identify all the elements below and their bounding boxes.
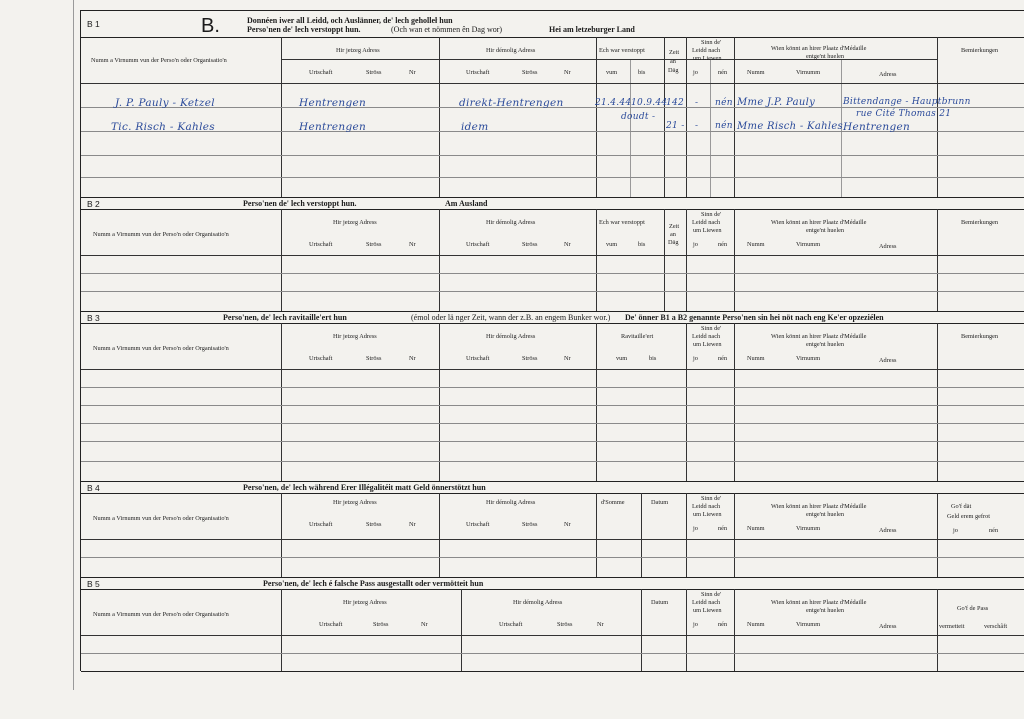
- header-jo-geld: jo: [953, 527, 958, 534]
- row2-recipient-address: Hentrengen: [843, 121, 911, 133]
- row1-to: 10.9.44: [631, 98, 668, 108]
- row2-recipient: Mme Risch - Kahles: [737, 121, 843, 132]
- section-title: Perso'nen, de' lech während Erer Illégalitéit matt Geld önnerstötzt hun: [243, 483, 486, 492]
- header-stross-former: Ströss: [522, 69, 538, 76]
- section-id: B 3: [87, 313, 100, 323]
- header-an: an: [670, 58, 676, 65]
- header-nr: Nr: [409, 355, 416, 362]
- header-liewen: um Liewen: [693, 341, 722, 348]
- header-name: Numm a Virnumm vun der Perso'n oder Organisatio'n: [93, 611, 229, 618]
- header-jo: jo: [693, 621, 698, 628]
- title-line-1: Donnéen iwer all Leidd, och Auslänner, de' lech geholleł hun: [247, 16, 453, 25]
- page-fold-edge: [73, 0, 74, 690]
- header-vum: vum: [606, 241, 618, 248]
- header-datum: Datum: [651, 599, 669, 606]
- header-nr: Nr: [421, 621, 428, 628]
- header-former-address: Hir démolig Adress: [486, 219, 536, 226]
- header-remarks: Bemierkungen: [961, 47, 999, 54]
- header-vum: vum: [606, 69, 618, 76]
- header-bis: bis: [649, 355, 657, 362]
- header-virnumm: Virnumm: [796, 525, 821, 532]
- row1-name: J. P. Pauly - Ketzel: [115, 97, 215, 109]
- header-urtschaft-former: Urtschaft: [466, 241, 490, 248]
- header-nen: nén: [718, 355, 728, 362]
- header-former-address: Hir démolig Adress: [513, 599, 563, 606]
- row1-note: doudt -: [621, 112, 656, 122]
- header-stross: Ströss: [366, 521, 382, 528]
- header-deg: Däg: [668, 239, 679, 246]
- header-nr-former: Nr: [564, 241, 571, 248]
- header-leidd: Leidd nach: [692, 503, 721, 510]
- header-urtschaft-former: Urtschaft: [466, 355, 490, 362]
- header-medal: Wien könnt an hirer Plaatz d'Médaille: [771, 219, 867, 226]
- header-medal-2: entge'nt huelen: [806, 511, 845, 518]
- header-geld-2: Geld erem gefrot: [947, 513, 991, 520]
- header-medal-2: entge'nt huelen: [806, 607, 845, 614]
- header-name: Numm a Virnumm vun der Perso'n oder Organisatio'n: [91, 57, 227, 64]
- form-sheet: [80, 10, 1024, 671]
- header-sinn: Sinn de': [701, 325, 722, 332]
- title-note: (Och wan et nömmen ên Dag wor): [391, 25, 503, 34]
- section-id: B 1: [87, 19, 100, 29]
- header-liewen: um Liewen: [693, 607, 722, 614]
- row2-yes: -: [695, 121, 699, 131]
- header-ravitailleert: Ravitaille'ert: [621, 333, 654, 340]
- section-b5: [81, 577, 1024, 672]
- header-nen-geld: nén: [989, 527, 999, 534]
- header-virnumm: Virnumm: [796, 241, 821, 248]
- header-nen: nén: [718, 241, 728, 248]
- header-sinn: Sinn de': [701, 495, 722, 502]
- header-medal-2: entge'nt huelen: [806, 227, 845, 234]
- header-nr-former: Nr: [564, 69, 571, 76]
- header-sinn: Sinn de': [701, 39, 722, 46]
- header-hidden: Ech war verstoppt: [599, 219, 645, 226]
- header-adress: Adress: [879, 71, 897, 78]
- header-nr: Nr: [409, 241, 416, 248]
- header-numm: Numm: [747, 69, 765, 76]
- header-liewen: um Liewen: [693, 55, 722, 62]
- section-b4-title-bar: [81, 481, 1024, 494]
- header-hidden: Ech war verstoppt: [599, 47, 645, 54]
- header-nr: Nr: [409, 521, 416, 528]
- header-datum: Datum: [651, 499, 669, 506]
- section-title-right: De' önner B1 a B2 genannte Perso'nen sin hei nöt nach eng Ke'er opzeziélen: [625, 313, 884, 322]
- header-an: an: [670, 231, 676, 238]
- header-name: Numm a Virnumm vun der Perso'n oder Organisatio'n: [93, 345, 229, 352]
- header-liewen: um Liewen: [693, 511, 722, 518]
- header-name: Numm a Virnumm vun der Perso'n oder Organisatio'n: [93, 515, 229, 522]
- header-zeit: Zeit: [669, 223, 680, 230]
- header-virnumm: Virnumm: [796, 355, 821, 362]
- row2-name: Tic. Risch - Kahles: [111, 121, 215, 133]
- row2-days: 21 -: [666, 121, 685, 131]
- section-title: Perso'nen de' lech verstoppt hun.: [243, 199, 357, 208]
- header-leidd: Leidd nach: [692, 47, 721, 54]
- header-medal-2: entge'nt huelen: [806, 341, 845, 348]
- header-bis: bis: [638, 241, 646, 248]
- section-b5-title-bar: [81, 577, 1024, 590]
- header-nr-former: Nr: [564, 521, 571, 528]
- row1-yes: -: [695, 98, 699, 108]
- row2-no: nén: [715, 121, 733, 131]
- section-b1: [81, 11, 1024, 198]
- header-urtschaft-former: Urtschaft: [499, 621, 523, 628]
- header-stross: Ströss: [366, 355, 382, 362]
- section-id: B 4: [87, 483, 100, 493]
- header-nen: nén: [718, 525, 728, 532]
- section-b3-title-bar: [81, 311, 1024, 324]
- section-id: B 5: [87, 579, 100, 589]
- row1-recipient-address-2: rue Cité Thomas 21: [856, 109, 952, 119]
- header-sinn: Sinn de': [701, 591, 722, 598]
- section-title: Perso'nen, de' lech ravitaille'ert hun: [223, 313, 347, 322]
- header-urtschaft: Urtschaft: [309, 241, 333, 248]
- row1-recipient: Mme J.P. Pauly: [737, 97, 816, 108]
- header-geld-1: Go'f dät: [951, 503, 972, 510]
- header-deg: Däg: [668, 67, 679, 74]
- header-leidd: Leidd nach: [692, 599, 721, 606]
- header-urtschaft: Urtschaft: [319, 621, 343, 628]
- header-former-address: Hir démolig Adress: [486, 499, 536, 506]
- header-numm: Numm: [747, 621, 765, 628]
- header-stross-former: Ströss: [557, 621, 573, 628]
- header-stross: Ströss: [366, 241, 382, 248]
- header-jo: jo: [693, 241, 698, 248]
- header-current-address: Hir jetzeg Adress: [333, 499, 377, 506]
- header-somme: d'Somme: [601, 499, 625, 506]
- header-leidd: Leidd nach: [692, 219, 721, 226]
- header-bis: bis: [638, 69, 646, 76]
- header-stross-former: Ströss: [522, 521, 538, 528]
- header-name: Numm a Virnumm vun der Perso'n oder Organisatio'n: [93, 231, 229, 238]
- header-numm: Numm: [747, 241, 765, 248]
- header-liewen: um Liewen: [693, 227, 722, 234]
- section-b3: [81, 311, 1024, 482]
- header-medal: Wien könnt an hirer Plaatz d'Médaille: [771, 45, 867, 52]
- header-medal: Wien könnt an hirer Plaatz d'Médaille: [771, 503, 867, 510]
- header-numm: Numm: [747, 355, 765, 362]
- header-stross-former: Ströss: [522, 355, 538, 362]
- header-medal-2: entge'nt huelen: [806, 53, 845, 60]
- section-b2-title-bar: [81, 197, 1024, 210]
- section-b4: [81, 481, 1024, 578]
- header-pass: Go'f de Pass: [957, 605, 989, 612]
- header-stross-former: Ströss: [522, 241, 538, 248]
- header-stross: Ströss: [366, 69, 382, 76]
- header-urtschaft: Urtschaft: [309, 69, 333, 76]
- header-current-address: Hir jetzeg Adress: [336, 47, 380, 54]
- section-b2: [81, 197, 1024, 312]
- header-current-address: Hir jetzeg Adress: [333, 219, 377, 226]
- header-current-address: Hir jetzeg Adress: [333, 333, 377, 340]
- header-leidd: Leidd nach: [692, 333, 721, 340]
- header-urtschaft: Urtschaft: [309, 355, 333, 362]
- header-numm: Numm: [747, 525, 765, 532]
- row1-current-place: Hentrengen: [299, 97, 367, 109]
- header-remarks: Bemierkungen: [961, 219, 999, 226]
- row1-no: nén: [715, 98, 733, 108]
- header-jo: jo: [693, 525, 698, 532]
- header-adress: Adress: [879, 243, 897, 250]
- header-nr-former: Nr: [597, 621, 604, 628]
- header-sinn: Sinn de': [701, 211, 722, 218]
- header-urtschaft-former: Urtschaft: [466, 521, 490, 528]
- header-verschafft: verschâft: [984, 623, 1008, 630]
- section-b1-title-bar: [81, 11, 1024, 38]
- form-letter: B.: [201, 15, 220, 37]
- section-title-right: Am Ausland: [445, 199, 488, 208]
- header-adress: Adress: [879, 527, 897, 534]
- header-nr: Nr: [409, 69, 416, 76]
- section-title: Perso'nen, de' lech é falsche Pass ausgestallt oder vermötteit hun: [263, 579, 484, 588]
- header-remarks: Bemierkungen: [961, 333, 999, 340]
- header-virnumm: Virnumm: [796, 621, 821, 628]
- header-stross: Ströss: [373, 621, 389, 628]
- header-former-address: Hir démolig Adress: [486, 47, 536, 54]
- row1-from: 21.4.44: [595, 98, 632, 108]
- section-note: (émol oder lä nger Zeit, wann der z.B. an engem Bunker wor.): [411, 313, 611, 322]
- section-id: B 2: [87, 199, 100, 209]
- header-vermetteit: vermetteit: [939, 623, 965, 630]
- header-zeit: Zeit: [669, 49, 680, 56]
- row2-former-address: idem: [461, 121, 489, 133]
- header-adress: Adress: [879, 623, 897, 630]
- row1-recipient-address: Bittendange - Hauptbrunn: [843, 97, 971, 107]
- header-medal: Wien könnt an hirer Plaatz d'Médaille: [771, 599, 867, 606]
- header-jo: jo: [693, 355, 698, 362]
- header-nen: nén: [718, 621, 728, 628]
- header-jo: jo: [693, 69, 698, 76]
- header-medal: Wien könnt an hirer Plaatz d'Médaille: [771, 333, 867, 340]
- row1-former-address: direkt-Hentrengen: [459, 97, 564, 109]
- title-right: Hei am letzeburger Land: [549, 25, 635, 34]
- row1-days: 142: [666, 98, 685, 108]
- header-virnumm: Virnumm: [796, 69, 821, 76]
- header-former-address: Hir démolig Adress: [486, 333, 536, 340]
- header-urtschaft: Urtschaft: [309, 521, 333, 528]
- header-urtschaft-former: Urtschaft: [466, 69, 490, 76]
- title-line-2: Perso'nen de' lech verstoppt hun.: [247, 25, 361, 34]
- header-nr-former: Nr: [564, 355, 571, 362]
- header-current-address: Hir jetzeg Adress: [343, 599, 387, 606]
- header-adress: Adress: [879, 357, 897, 364]
- row2-current-place: Hentrengen: [299, 121, 367, 133]
- header-vum: vum: [616, 355, 628, 362]
- header-nen: nén: [718, 69, 728, 76]
